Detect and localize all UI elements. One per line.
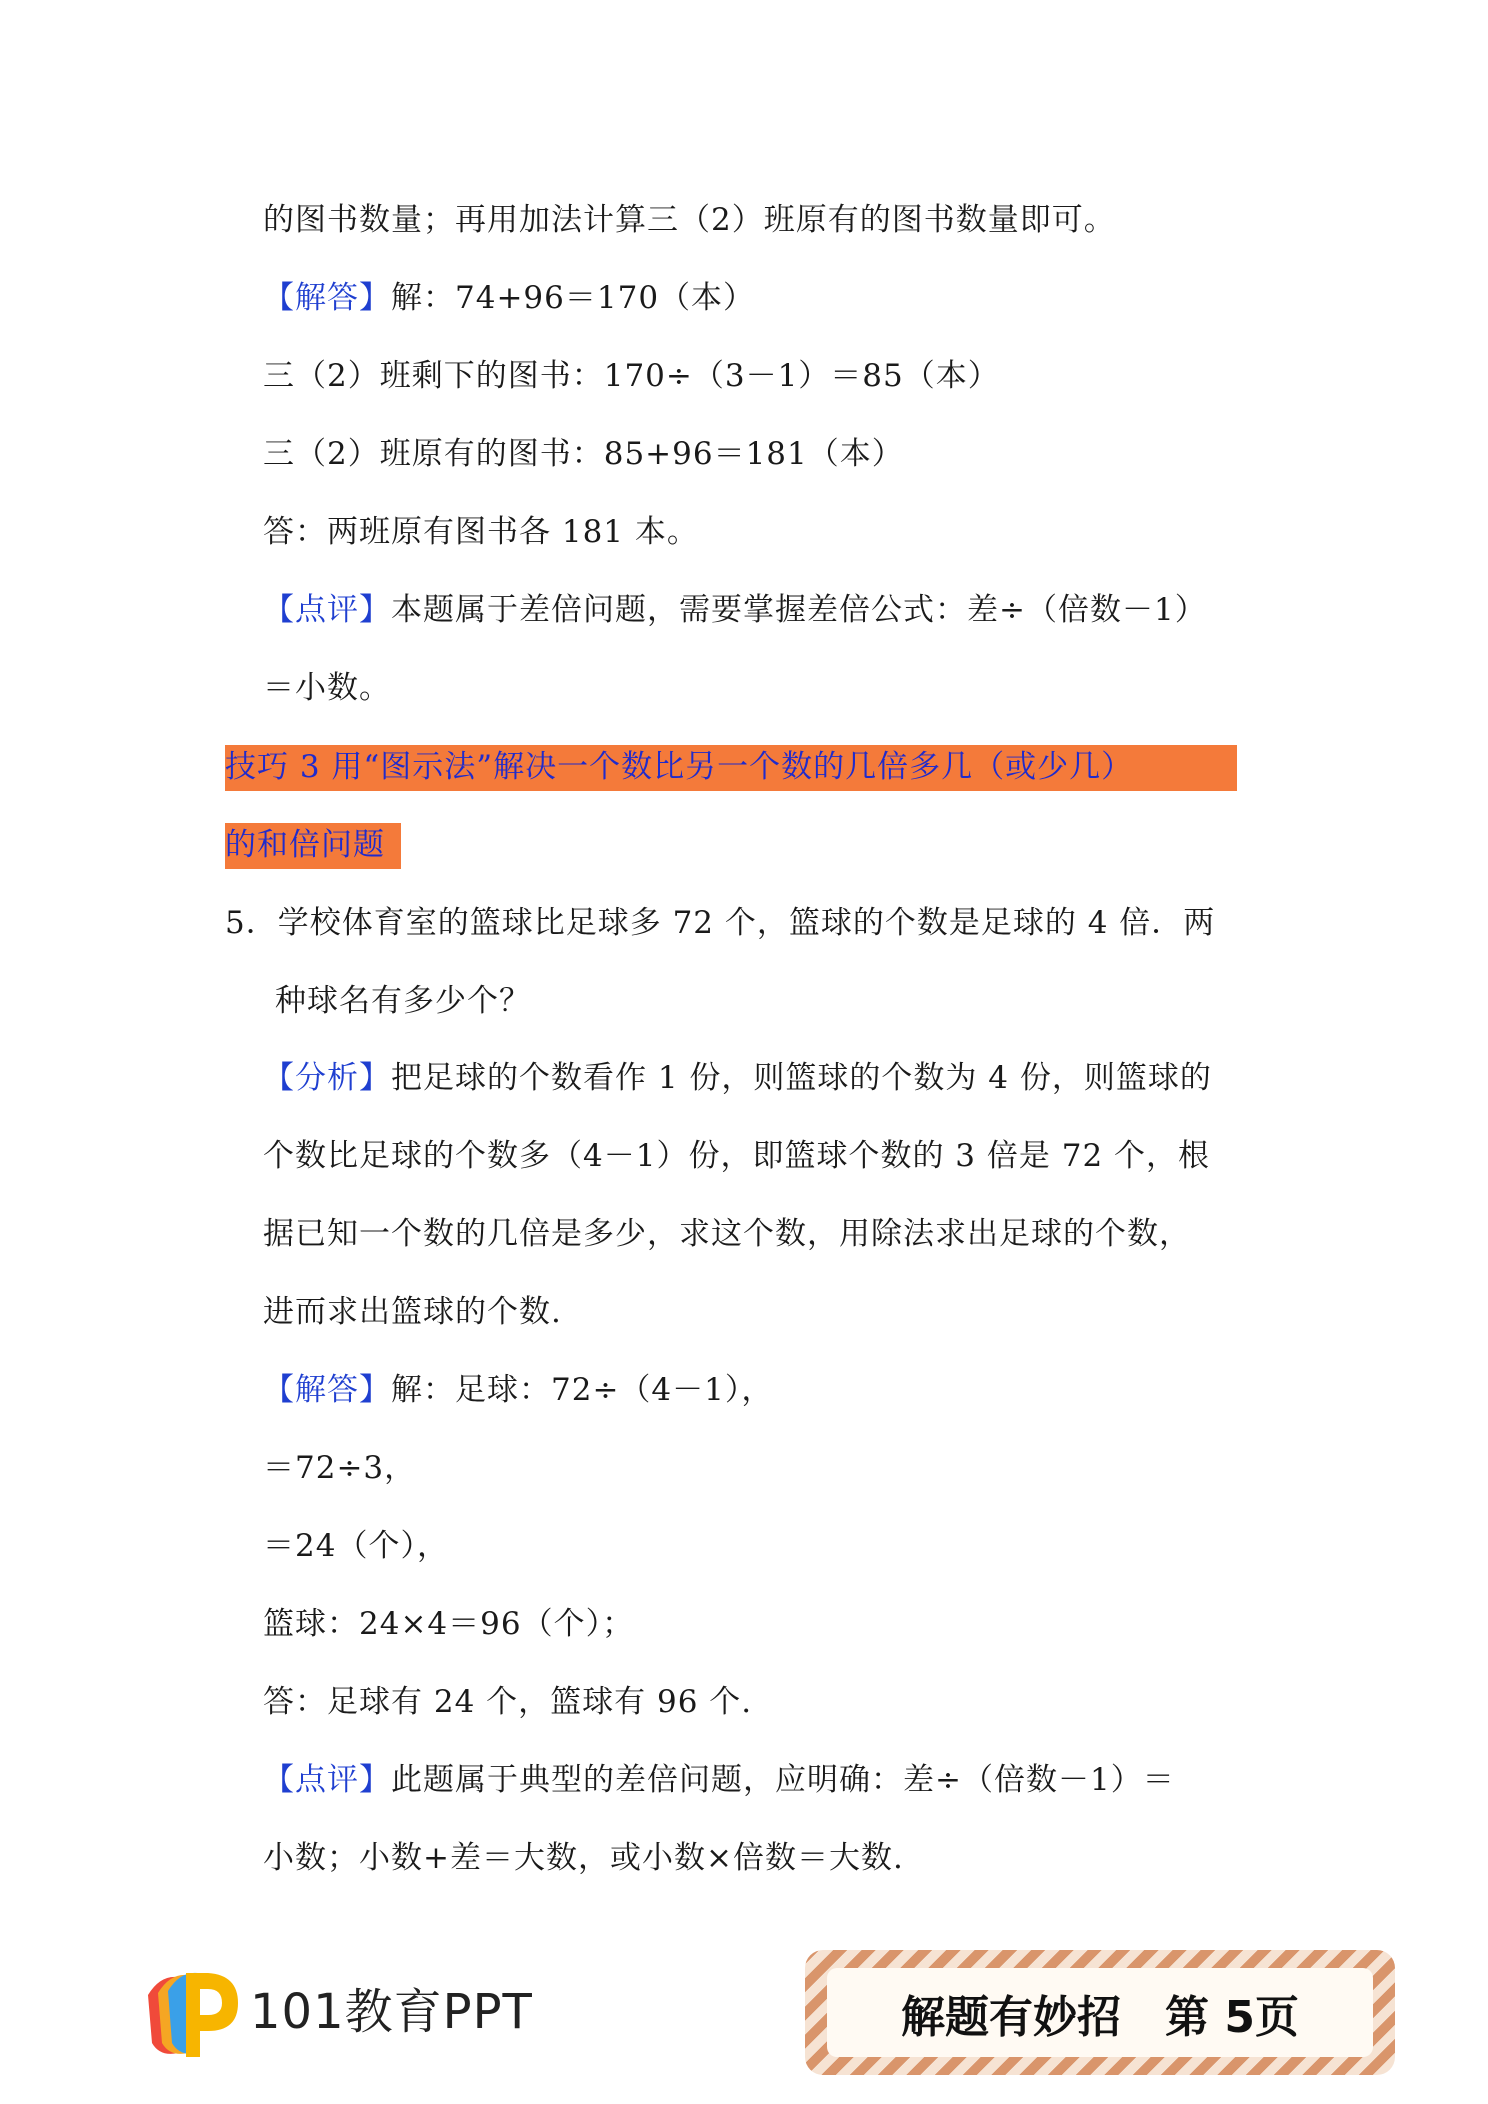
- text-line: 【点评】本题属于差倍问题，需要掌握差倍公式：差÷（倍数－1）: [263, 592, 1207, 628]
- page-number: 解题有妙招 第 5页: [901, 1991, 1299, 2043]
- analysis-tag: 【分析】: [263, 1060, 391, 1096]
- comment-line: 【点评】此题属于典型的差倍问题，应明确：差÷（倍数－1）＝: [263, 1762, 1175, 1798]
- analysis-line: 个数比足球的个数多（4－1）份，即篮球个数的 3 倍是 72 个，根: [263, 1138, 1211, 1174]
- tip-heading-line2: 的和倍问题: [225, 823, 401, 869]
- analysis-line: 据已知一个数的几倍是多少，求这个数，用除法求出足球的个数，: [263, 1216, 1191, 1252]
- text-line: 三（2）班原有的图书：85+96＝181（本）: [263, 436, 904, 472]
- analysis-line: 进而求出篮球的个数.: [263, 1294, 562, 1330]
- answer-line: ＝24（个），: [263, 1528, 449, 1564]
- text-line: 【解答】解：74+96＝170（本）: [263, 280, 756, 316]
- brand-logo-icon: [138, 1965, 248, 2065]
- text-line: 三（2）班剩下的图书：170÷（3－1）＝85（本）: [263, 358, 1000, 394]
- answer-line: 答：足球有 24 个，篮球有 96 个.: [263, 1684, 753, 1720]
- problem-line: 种球名有多少个？: [275, 983, 531, 1019]
- answer-tag: 【解答】: [263, 1372, 391, 1408]
- text-line: 答：两班原有图书各 181 本。: [263, 514, 699, 550]
- text-line: 的图书数量；再用加法计算三（2）班原有的图书数量即可。: [263, 202, 1116, 238]
- text-line: ＝小数。: [263, 670, 391, 706]
- answer-line: 篮球：24×4＝96（个）；: [263, 1606, 635, 1642]
- comment-tag: 【点评】: [263, 592, 391, 628]
- analysis-line: 【分析】把足球的个数看作 1 份，则篮球的个数为 4 份，则篮球的: [263, 1060, 1212, 1096]
- page-badge: [805, 1950, 1395, 2075]
- comment-line: 小数；小数+差＝大数，或小数×倍数＝大数.: [263, 1840, 904, 1876]
- answer-line: ＝72÷3，: [263, 1450, 417, 1486]
- answer-tag: 【解答】: [263, 280, 391, 316]
- answer-line: 【解答】解：足球：72÷（4－1），: [263, 1372, 774, 1408]
- tip-heading-line1: 技巧 3 用“图示法”解决一个数比另一个数的几倍多几（或少几）: [225, 745, 1237, 791]
- brand-name: 101教育PPT: [250, 1984, 533, 2040]
- problem-line: 5．学校体育室的篮球比足球多 72 个，篮球的个数是足球的 4 倍．两: [225, 905, 1216, 941]
- comment-tag: 【点评】: [263, 1762, 391, 1798]
